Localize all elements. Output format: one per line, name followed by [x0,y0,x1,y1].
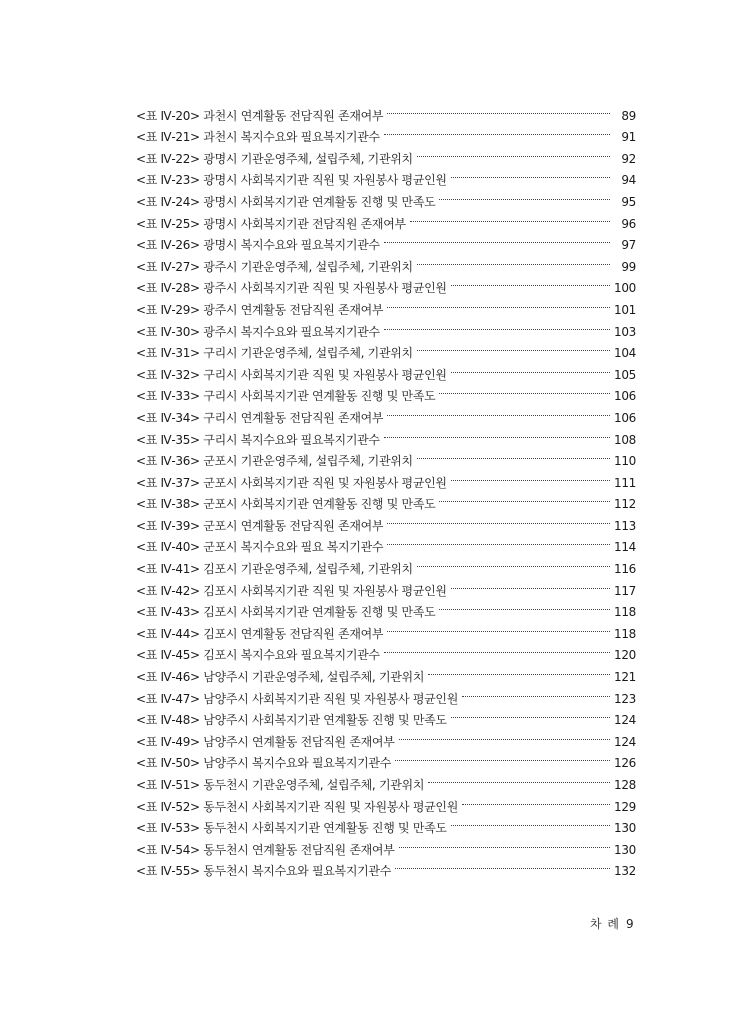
toc-entry-page-number: 111 [614,475,637,490]
toc-entry-label: <표 Ⅳ-22> 광명시 기관운영주체, 설립주체, 기관위치 [136,151,413,166]
toc-entry-page-number: 126 [614,756,637,771]
toc-entry-label: <표 Ⅳ-45> 김포시 복지수요와 필요복지기관수 [136,648,380,663]
dot-leader [387,98,614,120]
toc-entry-label: <표 Ⅳ-54> 동두천시 연계활동 전담직원 존재여부 [136,842,395,857]
dot-leader [417,444,614,466]
toc-entry-label: <표 Ⅳ-34> 구리시 연계활동 전담직원 존재여부 [136,410,384,425]
toc-entry-label: <표 Ⅳ-27> 광주시 기관운영주체, 설립주체, 기관위치 [136,259,413,274]
toc-entry-label: <표 Ⅳ-35> 구리시 복지수요와 필요복지기관수 [136,432,380,447]
toc-entry-page-number: 89 [621,108,636,123]
page-footer [590,915,641,932]
dot-leader [387,616,614,638]
toc-entry-label: <표 Ⅳ-49> 남양주시 연계활동 전담직원 존재여부 [136,734,395,749]
toc-entry-label: <표 Ⅳ-43> 김포시 사회복지기관 연계활동 진행 및 만족도 [136,605,436,620]
toc-entry-page-number: 91 [621,130,636,145]
dot-leader [410,206,614,228]
dot-leader [439,184,614,206]
dot-leader [395,746,614,768]
dot-leader [417,249,614,271]
toc-entry-label: <표 Ⅳ-33> 구리시 사회복지기관 연계활동 진행 및 만족도 [136,389,436,404]
toc-entry-page-number: 94 [621,173,636,188]
toc-entry-label: <표 Ⅳ-21> 과천시 복지수요와 필요복지기관수 [136,130,380,145]
footer-page-number: 9 [626,917,635,931]
toc-entry-label: <표 Ⅳ-25> 광명시 사회복지기관 전담직원 존재여부 [136,216,406,231]
toc-entry-label: <표 Ⅳ-47> 남양주시 사회복지기관 직원 및 자원봉사 평균인원 [136,691,459,706]
dot-leader [384,638,614,660]
toc-entry-label: <표 Ⅳ-41> 김포시 기관운영주체, 설립주체, 기관위치 [136,562,413,577]
table-of-contents [136,98,637,879]
dot-leader [384,422,614,444]
dot-leader [451,357,614,379]
toc-entry-page-number: 130 [614,842,637,857]
toc-entry-page-number: 117 [614,583,637,598]
toc-entry-page-number: 113 [614,518,637,533]
dot-leader [451,163,614,185]
toc-entry-label: <표 Ⅳ-46> 남양주시 기관운영주체, 설립주체, 기관위치 [136,670,425,685]
toc-entry-page-number: 132 [614,864,637,879]
toc-entry-label: <표 Ⅳ-24> 광명시 사회복지기관 연계활동 진행 및 만족도 [136,194,436,209]
toc-entry-label: <표 Ⅳ-42> 김포시 사회복지기관 직원 및 자원봉사 평균인원 [136,583,447,598]
toc-entry[interactable] [136,98,636,123]
dot-leader [439,487,614,509]
footer-section-label: 차 례 [590,917,620,931]
toc-entry-page-number: 128 [614,778,637,792]
toc-entry-label: <표 Ⅳ-51> 동두천시 기관운영주체, 설립주체, 기관위치 [136,778,425,792]
dot-leader [462,789,614,811]
toc-entry-page-number: 100 [614,281,637,296]
dot-leader [395,854,614,876]
dot-leader [384,228,614,250]
toc-entry-page-number: 123 [614,691,637,706]
dot-leader [417,336,614,358]
dot-leader [451,703,614,725]
toc-entry-page-number: 130 [614,821,637,836]
toc-entry-page-number: 121 [614,670,637,685]
toc-entry-page-number: 105 [614,367,637,382]
dot-leader [387,530,614,552]
toc-entry-label: <표 Ⅳ-20> 과천시 연계활동 전담직원 존재여부 [136,108,384,123]
dot-leader [451,465,614,487]
toc-entry-label: <표 Ⅳ-44> 김포시 연계활동 전담직원 존재여부 [136,626,384,641]
dot-leader [399,724,614,746]
toc-entry-page-number: 108 [614,432,637,447]
dot-leader [387,508,614,530]
dot-leader [428,767,614,789]
toc-entry-label: <표 Ⅳ-32> 구리시 사회복지기관 직원 및 자원봉사 평균인원 [136,367,447,382]
toc-entry-page-number: 103 [614,324,637,339]
toc-entry-page-number: 104 [614,346,637,361]
toc-entry-label: <표 Ⅳ-48> 남양주시 사회복지기관 연계활동 진행 및 만족도 [136,713,447,728]
toc-entry-page-number: 97 [621,238,636,253]
dot-leader [417,141,614,163]
toc-entry-page-number: 110 [614,454,637,469]
dot-leader [384,120,614,142]
dot-leader [451,573,614,595]
toc-entry-page-number: 101 [614,302,637,317]
dot-leader [462,681,614,703]
dot-leader [451,811,614,833]
dot-leader [417,551,614,573]
toc-entry-label: <표 Ⅳ-38> 군포시 사회복지기관 연계활동 진행 및 만족도 [136,497,436,512]
toc-entry-page-number: 114 [614,540,637,555]
toc-entry-page-number: 116 [614,562,637,577]
toc-entry-label: <표 Ⅳ-28> 광주시 사회복지기관 직원 및 자원봉사 평균인원 [136,281,447,296]
dot-leader [387,292,614,314]
toc-entry-label: <표 Ⅳ-37> 군포시 사회복지기관 직원 및 자원봉사 평균인원 [136,475,447,490]
toc-entry-page-number: 106 [614,410,637,425]
toc-entry-label: <표 Ⅳ-30> 광주시 복지수요와 필요복지기관수 [136,324,380,339]
toc-entry-label: <표 Ⅳ-23> 광명시 사회복지기관 직원 및 자원봉사 평균인원 [136,173,447,188]
dot-leader [399,832,614,854]
dot-leader [439,379,614,401]
toc-entry-label: <표 Ⅳ-39> 군포시 연계활동 전담직원 존재여부 [136,518,384,533]
toc-entry-page-number: 129 [614,799,637,814]
toc-entry-label: <표 Ⅳ-52> 동두천시 사회복지기관 직원 및 자원봉사 평균인원 [136,799,459,814]
toc-entry-label: <표 Ⅳ-53> 동두천시 사회복지기관 연계활동 진행 및 만족도 [136,821,447,836]
toc-entry-label: <표 Ⅳ-31> 구리시 기관운영주체, 설립주체, 기관위치 [136,346,413,361]
toc-entry-page-number: 112 [614,497,637,512]
toc-entry-label: <표 Ⅳ-26> 광명시 복지수요와 필요복지기관수 [136,238,380,253]
toc-entry-label: <표 Ⅳ-36> 군포시 기관운영주체, 설립주체, 기관위치 [136,454,413,469]
dot-leader [451,271,614,293]
toc-entry-page-number: 96 [621,216,636,231]
toc-entry-label: <표 Ⅳ-29> 광주시 연계활동 전담직원 존재여부 [136,302,384,317]
toc-entry-page-number: 118 [614,605,637,620]
dot-leader [428,659,614,681]
toc-entry-page-number: 95 [621,194,636,209]
toc-entry-label: <표 Ⅳ-40> 군포시 복지수요와 필요 복지기관수 [136,540,384,555]
dot-leader [384,314,614,336]
dot-leader [439,595,614,617]
toc-entry-page-number: 92 [621,151,636,166]
toc-entry-page-number: 124 [614,713,637,728]
toc-entry-label: <표 Ⅳ-55> 동두천시 복지수요와 필요복지기관수 [136,864,392,879]
toc-entry-page-number: 106 [614,389,637,404]
toc-entry-page-number: 99 [621,259,636,274]
toc-entry-label: <표 Ⅳ-50> 남양주시 복지수요와 필요복지기관수 [136,756,392,771]
toc-entry-page-number: 120 [614,648,637,663]
toc-entry-page-number: 118 [614,626,637,641]
toc-entry-page-number: 124 [614,734,637,749]
dot-leader [387,400,614,422]
